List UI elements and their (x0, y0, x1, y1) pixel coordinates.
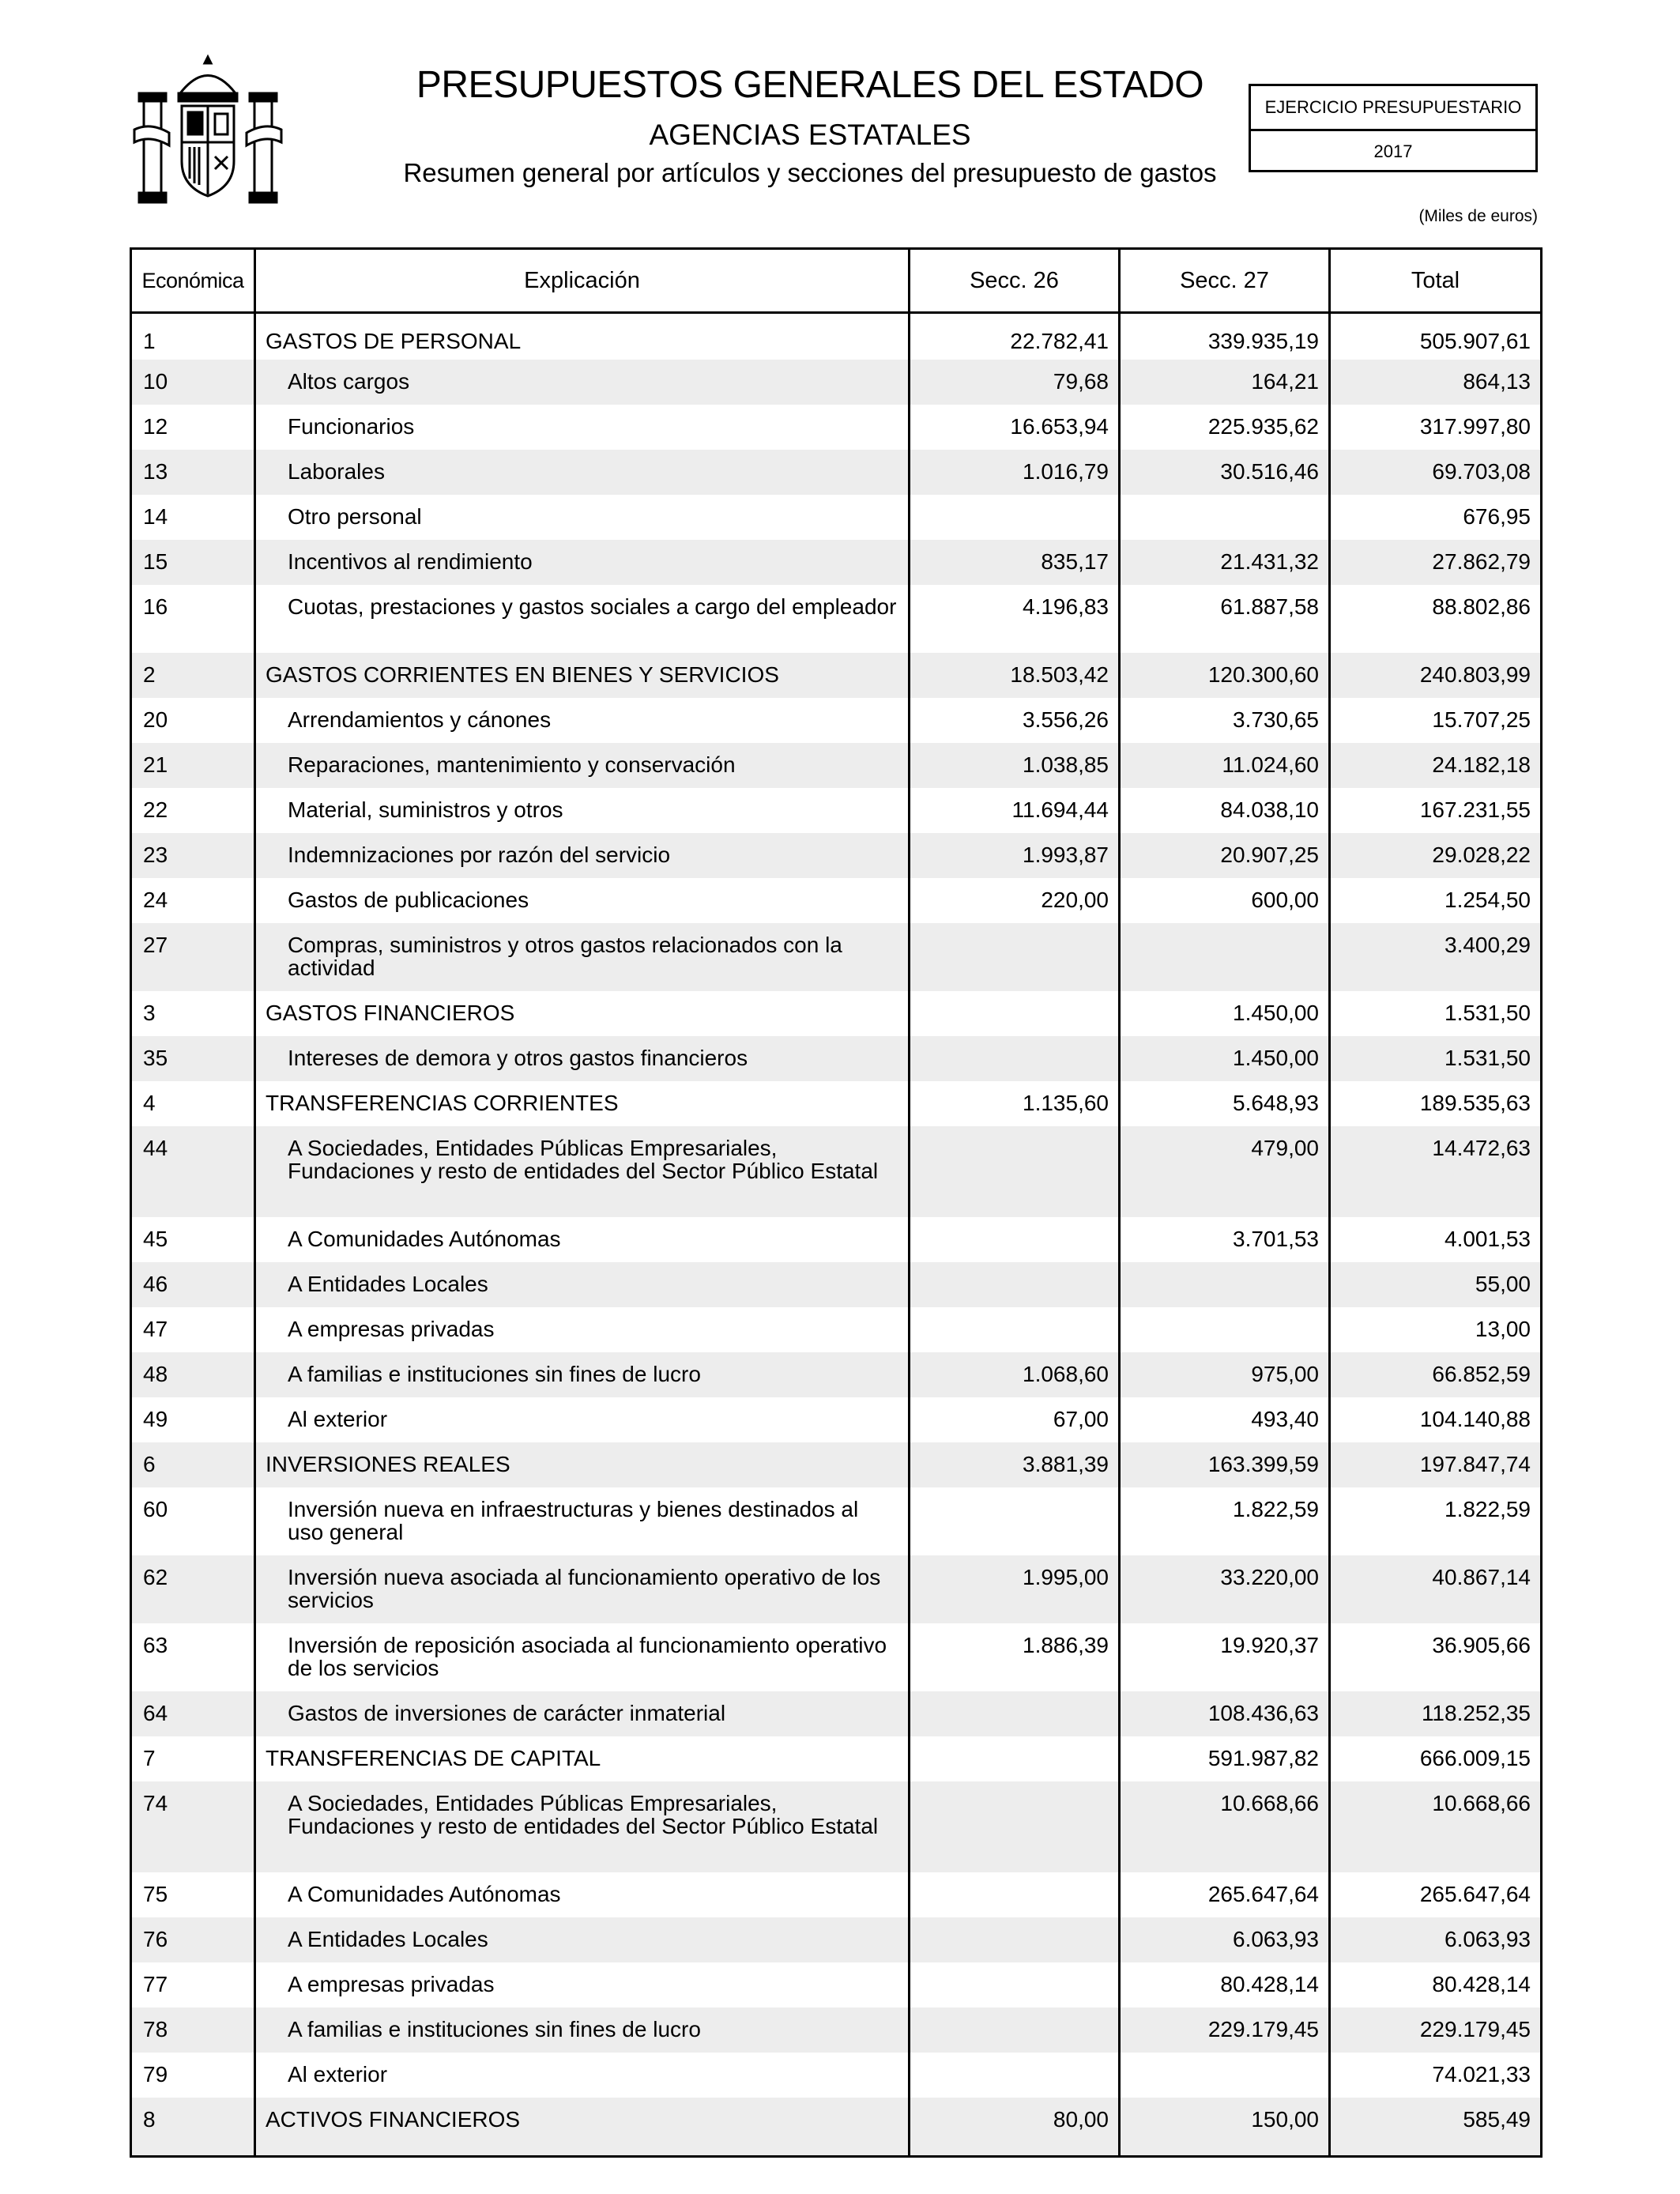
table-row (131, 1036, 1542, 1081)
cell-total: 27.862,79 (1330, 540, 1542, 585)
cell-total: 1.254,50 (1330, 878, 1542, 923)
table-row (131, 360, 1542, 405)
cell-code: 63 (143, 1633, 168, 1657)
cell-secc26: 80,00 (910, 2098, 1120, 2157)
cell-total: 167.231,55 (1330, 788, 1542, 833)
cell-total: 29.028,22 (1330, 833, 1542, 878)
cell-secc26 (910, 495, 1120, 540)
table-row (131, 1872, 1542, 1917)
cell-explicacion: GASTOS CORRIENTES EN BIENES Y SERVICIOS (255, 653, 910, 698)
cell-secc26: 4.196,83 (910, 585, 1120, 653)
cell-code: 35 (131, 1036, 255, 1081)
cell-secc27 (1120, 2053, 1330, 2098)
table-row (131, 923, 1542, 991)
cell-code: 64 (131, 1691, 255, 1736)
table-row (131, 585, 1542, 653)
cell-total: 1.531,50 (1330, 1036, 1542, 1081)
cell-total: 36.905,66 (1330, 1623, 1542, 1691)
cell-code: 77 (143, 1972, 168, 1996)
cell-secc27: 600,00 (1120, 878, 1330, 923)
cell-secc26: 1.068,60 (910, 1352, 1120, 1397)
cell-explicacion: Intereses de demora y otros gastos financieros (255, 1036, 910, 1081)
cell-secc26 (910, 1917, 1120, 1962)
cell-secc27: 10.668,66 (1120, 1781, 1330, 1872)
cell-total: 14.472,63 (1330, 1126, 1542, 1217)
table-row (131, 1262, 1542, 1307)
cell-code: 76 (131, 1917, 255, 1962)
cell-secc26: 1.995,00 (910, 1555, 1120, 1623)
cell-explicacion: A familias e instituciones sin fines de lucro (255, 2007, 910, 2053)
cell-total: 864,13 (1330, 360, 1542, 405)
cell-secc27 (1120, 1307, 1330, 1352)
cell-secc26: 1.886,39 (910, 1623, 1120, 1691)
cell-secc27: 11.024,60 (1120, 743, 1330, 788)
budget-table (130, 247, 1543, 2158)
cell-secc27: 21.431,32 (1120, 540, 1330, 585)
cell-secc26: 220,00 (910, 878, 1120, 923)
cell-total: 118.252,35 (1330, 1691, 1542, 1736)
cell-secc27: 80.428,14 (1120, 1962, 1330, 2007)
cell-secc26: 1.135,60 (910, 1081, 1120, 1126)
cell-secc26: 1.993,87 (910, 833, 1120, 878)
cell-explicacion: Compras, suministros y otros gastos relacionados con la actividad (255, 923, 910, 991)
coat-of-arms-icon (133, 54, 283, 209)
cell-secc26: 3.556,26 (910, 698, 1120, 743)
cell-code: 44 (131, 1126, 255, 1217)
table-row-chapter (131, 2098, 1542, 2157)
cell-secc27: 20.907,25 (1120, 833, 1330, 878)
table-header-row (131, 249, 1542, 313)
cell-explicacion: Incentivos al rendimiento (255, 540, 910, 585)
cell-secc27: 163.399,59 (1120, 1442, 1330, 1487)
cell-secc26: 1.016,79 (910, 450, 1120, 495)
cell-total: 229.179,45 (1330, 2007, 1542, 2053)
cell-secc26: 18.503,42 (910, 653, 1120, 698)
table-row (131, 1217, 1542, 1262)
cell-secc27: 265.647,64 (1120, 1872, 1330, 1917)
cell-secc26 (910, 1217, 1120, 1262)
cell-total: 4.001,53 (1330, 1217, 1542, 1262)
cell-code: 49 (143, 1407, 168, 1431)
document-title: PRESUPUESTOS GENERALES DEL ESTADO (416, 64, 1204, 106)
cell-secc26 (910, 1487, 1120, 1555)
table-row-chapter (131, 1736, 1542, 1781)
cell-code: 60 (143, 1497, 168, 1521)
cell-explicacion: A empresas privadas (255, 1962, 910, 2007)
cell-secc27: 120.300,60 (1120, 653, 1330, 698)
cell-explicacion: TRANSFERENCIAS DE CAPITAL (255, 1736, 910, 1781)
cell-code: 3 (143, 1001, 156, 1025)
cell-secc26: 22.782,41 (910, 313, 1120, 360)
table-row (131, 878, 1542, 923)
cell-total: 66.852,59 (1330, 1352, 1542, 1397)
cell-code: 21 (131, 743, 255, 788)
cell-explicacion: Cuotas, prestaciones y gastos sociales a cargo del empleador (255, 585, 910, 653)
cell-total: 585,49 (1330, 2098, 1542, 2157)
cell-explicacion: TRANSFERENCIAS CORRIENTES (255, 1081, 910, 1126)
table-body (131, 313, 1542, 2157)
cell-secc26: 3.881,39 (910, 1442, 1120, 1487)
cell-explicacion: Al exterior (255, 1397, 910, 1442)
table-row (131, 1352, 1542, 1397)
cell-secc27: 108.436,63 (1120, 1691, 1330, 1736)
cell-explicacion: Laborales (255, 450, 910, 495)
cell-secc27 (1120, 923, 1330, 991)
table-row (131, 833, 1542, 878)
table-row (131, 698, 1542, 743)
cell-total: 265.647,64 (1330, 1872, 1542, 1917)
table-row-chapter (131, 991, 1542, 1036)
table-row-chapter (131, 1081, 1542, 1126)
cell-secc26 (910, 1262, 1120, 1307)
cell-total: 189.535,63 (1330, 1081, 1542, 1126)
cell-secc26 (910, 2053, 1120, 2098)
cell-secc26 (910, 1872, 1120, 1917)
cell-secc26 (910, 1962, 1120, 2007)
cell-secc26: 67,00 (910, 1397, 1120, 1442)
cell-code: 14 (143, 504, 168, 529)
cell-explicacion: A empresas privadas (255, 1307, 910, 1352)
cell-total: 505.907,61 (1330, 313, 1542, 360)
ejercicio-year: 2017 (1373, 141, 1413, 161)
cell-explicacion: ACTIVOS FINANCIEROS (255, 2098, 910, 2157)
column-header-secc26: Secc. 26 (910, 249, 1120, 313)
column-header-total: Total (1330, 249, 1542, 313)
table-row (131, 1623, 1542, 1691)
cell-code: 75 (143, 1882, 168, 1906)
table-row (131, 743, 1542, 788)
cell-explicacion: Inversión nueva en infraestructuras y bienes destinados al uso general (255, 1487, 910, 1555)
table-row (131, 1691, 1542, 1736)
cell-explicacion: Otro personal (255, 495, 910, 540)
cell-explicacion: A Comunidades Autónomas (255, 1217, 910, 1262)
cell-code: 47 (143, 1317, 168, 1341)
cell-secc27: 339.935,19 (1120, 313, 1330, 360)
table-row (131, 1397, 1542, 1442)
cell-code: 20 (143, 707, 168, 732)
cell-secc27: 6.063,93 (1120, 1917, 1330, 1962)
cell-total: 1.531,50 (1330, 991, 1542, 1036)
cell-explicacion: Inversión de reposición asociada al funcionamiento operativo de los servicios (255, 1623, 910, 1691)
cell-secc27: 33.220,00 (1120, 1555, 1330, 1623)
cell-total: 197.847,74 (1330, 1442, 1542, 1487)
cell-total: 666.009,15 (1330, 1736, 1542, 1781)
cell-secc26 (910, 2007, 1120, 2053)
cell-code: 7 (143, 1746, 156, 1770)
cell-code: 6 (131, 1442, 255, 1487)
table-row (131, 540, 1542, 585)
cell-secc27 (1120, 1262, 1330, 1307)
cell-secc27: 591.987,82 (1120, 1736, 1330, 1781)
units-note: (Miles de euros) (1418, 207, 1538, 225)
table-row-chapter (131, 313, 1542, 360)
cell-explicacion: Material, suministros y otros (255, 788, 910, 833)
cell-code: 27 (131, 923, 255, 991)
table-row (131, 450, 1542, 495)
cell-explicacion: GASTOS FINANCIEROS (255, 991, 910, 1036)
cell-code: 62 (131, 1555, 255, 1623)
cell-secc27: 84.038,10 (1120, 788, 1330, 833)
ejercicio-label: EJERCICIO PRESUPUESTARIO (1251, 86, 1535, 131)
cell-secc26: 16.653,94 (910, 405, 1120, 450)
cell-code: 15 (131, 540, 255, 585)
cell-code: 22 (143, 797, 168, 822)
table-row (131, 1917, 1542, 1962)
table-row-chapter (131, 1442, 1542, 1487)
cell-explicacion: Altos cargos (255, 360, 910, 405)
cell-code: 23 (131, 833, 255, 878)
cell-secc27: 225.935,62 (1120, 405, 1330, 450)
cell-secc26: 11.694,44 (910, 788, 1120, 833)
cell-secc27: 61.887,58 (1120, 585, 1330, 653)
table-row (131, 1487, 1542, 1555)
table-row (131, 2007, 1542, 2053)
cell-explicacion: Reparaciones, mantenimiento y conservación (255, 743, 910, 788)
cell-secc27 (1120, 495, 1330, 540)
cell-code: 4 (143, 1091, 156, 1115)
document-subtitle: AGENCIAS ESTATALES (649, 119, 971, 151)
cell-code: 45 (143, 1227, 168, 1251)
cell-secc26 (910, 1126, 1120, 1217)
cell-code: 1 (143, 329, 156, 353)
table-row (131, 1307, 1542, 1352)
cell-secc27: 30.516,46 (1120, 450, 1330, 495)
cell-secc27: 493,40 (1120, 1397, 1330, 1442)
cell-code: 12 (143, 414, 168, 439)
cell-secc27: 479,00 (1120, 1126, 1330, 1217)
cell-secc27: 150,00 (1120, 2098, 1330, 2157)
cell-total: 1.822,59 (1330, 1487, 1542, 1555)
cell-total: 676,95 (1330, 495, 1542, 540)
table-row (131, 1126, 1542, 1217)
document-description: Resumen general por artículos y secciones del presupuesto de gastos (403, 158, 1217, 187)
column-header-secc27: Secc. 27 (1120, 249, 1330, 313)
cell-total: 10.668,66 (1330, 1781, 1542, 1872)
cell-code: 79 (143, 2062, 168, 2087)
cell-code: 16 (143, 594, 168, 619)
table-row (131, 1962, 1542, 2007)
column-header-economica: Económica (131, 249, 255, 313)
ejercicio-box (1249, 84, 1538, 172)
cell-code: 74 (131, 1781, 255, 1872)
cell-secc27: 5.648,93 (1120, 1081, 1330, 1126)
cell-secc26 (910, 1036, 1120, 1081)
cell-total: 80.428,14 (1330, 1962, 1542, 2007)
cell-total: 69.703,08 (1330, 450, 1542, 495)
cell-secc26 (910, 923, 1120, 991)
cell-explicacion: A Sociedades, Entidades Públicas Empresariales, Fundaciones y resto de entidades del Sector Público Estatal (255, 1781, 910, 1872)
cell-explicacion: A Entidades Locales (255, 1917, 910, 1962)
table-row-chapter (131, 653, 1542, 698)
cell-secc27: 3.701,53 (1120, 1217, 1330, 1262)
cell-explicacion: A Sociedades, Entidades Públicas Empresariales, Fundaciones y resto de entidades del Sector Público Estatal (255, 1126, 910, 1217)
table-row (131, 405, 1542, 450)
cell-explicacion: Arrendamientos y cánones (255, 698, 910, 743)
cell-total: 6.063,93 (1330, 1917, 1542, 1962)
cell-total: 104.140,88 (1330, 1397, 1542, 1442)
cell-secc26: 1.038,85 (910, 743, 1120, 788)
cell-code: 24 (143, 888, 168, 912)
cell-secc27: 1.450,00 (1120, 991, 1330, 1036)
cell-secc27: 1.450,00 (1120, 1036, 1330, 1081)
cell-explicacion: GASTOS DE PERSONAL (255, 313, 910, 360)
cell-explicacion: INVERSIONES REALES (255, 1442, 910, 1487)
cell-secc26 (910, 1736, 1120, 1781)
cell-code: 46 (131, 1262, 255, 1307)
cell-explicacion: Inversión nueva asociada al funcionamiento operativo de los servicios (255, 1555, 910, 1623)
cell-total: 55,00 (1330, 1262, 1542, 1307)
cell-code: 10 (131, 360, 255, 405)
cell-total: 40.867,14 (1330, 1555, 1542, 1623)
cell-total: 74.021,33 (1330, 2053, 1542, 2098)
cell-total: 240.803,99 (1330, 653, 1542, 698)
cell-total: 24.182,18 (1330, 743, 1542, 788)
cell-explicacion: Gastos de inversiones de carácter inmaterial (255, 1691, 910, 1736)
cell-explicacion: Indemnizaciones por razón del servicio (255, 833, 910, 878)
table-row (131, 2053, 1542, 2098)
cell-total: 88.802,86 (1330, 585, 1542, 653)
cell-explicacion: Gastos de publicaciones (255, 878, 910, 923)
column-header-explicacion: Explicación (255, 249, 910, 313)
cell-secc26 (910, 1781, 1120, 1872)
cell-code: 8 (131, 2098, 255, 2157)
cell-code: 78 (131, 2007, 255, 2053)
cell-secc27: 975,00 (1120, 1352, 1330, 1397)
cell-explicacion: A Entidades Locales (255, 1262, 910, 1307)
cell-secc26 (910, 1307, 1120, 1352)
cell-explicacion: A familias e instituciones sin fines de lucro (255, 1352, 910, 1397)
cell-secc27: 229.179,45 (1120, 2007, 1330, 2053)
cell-total: 317.997,80 (1330, 405, 1542, 450)
table-row (131, 1781, 1542, 1872)
cell-secc27: 3.730,65 (1120, 698, 1330, 743)
cell-code: 48 (131, 1352, 255, 1397)
cell-secc27: 19.920,37 (1120, 1623, 1330, 1691)
table-row (131, 1555, 1542, 1623)
table-row (131, 788, 1542, 833)
cell-secc26: 79,68 (910, 360, 1120, 405)
cell-total: 3.400,29 (1330, 923, 1542, 991)
table-row (131, 495, 1542, 540)
cell-secc27: 164,21 (1120, 360, 1330, 405)
cell-secc26: 835,17 (910, 540, 1120, 585)
cell-explicacion: Funcionarios (255, 405, 910, 450)
cell-secc27: 1.822,59 (1120, 1487, 1330, 1555)
cell-secc26 (910, 1691, 1120, 1736)
cell-explicacion: A Comunidades Autónomas (255, 1872, 910, 1917)
cell-secc26 (910, 991, 1120, 1036)
cell-code: 13 (131, 450, 255, 495)
cell-total: 13,00 (1330, 1307, 1542, 1352)
cell-explicacion: Al exterior (255, 2053, 910, 2098)
cell-code: 2 (131, 653, 255, 698)
cell-total: 15.707,25 (1330, 698, 1542, 743)
